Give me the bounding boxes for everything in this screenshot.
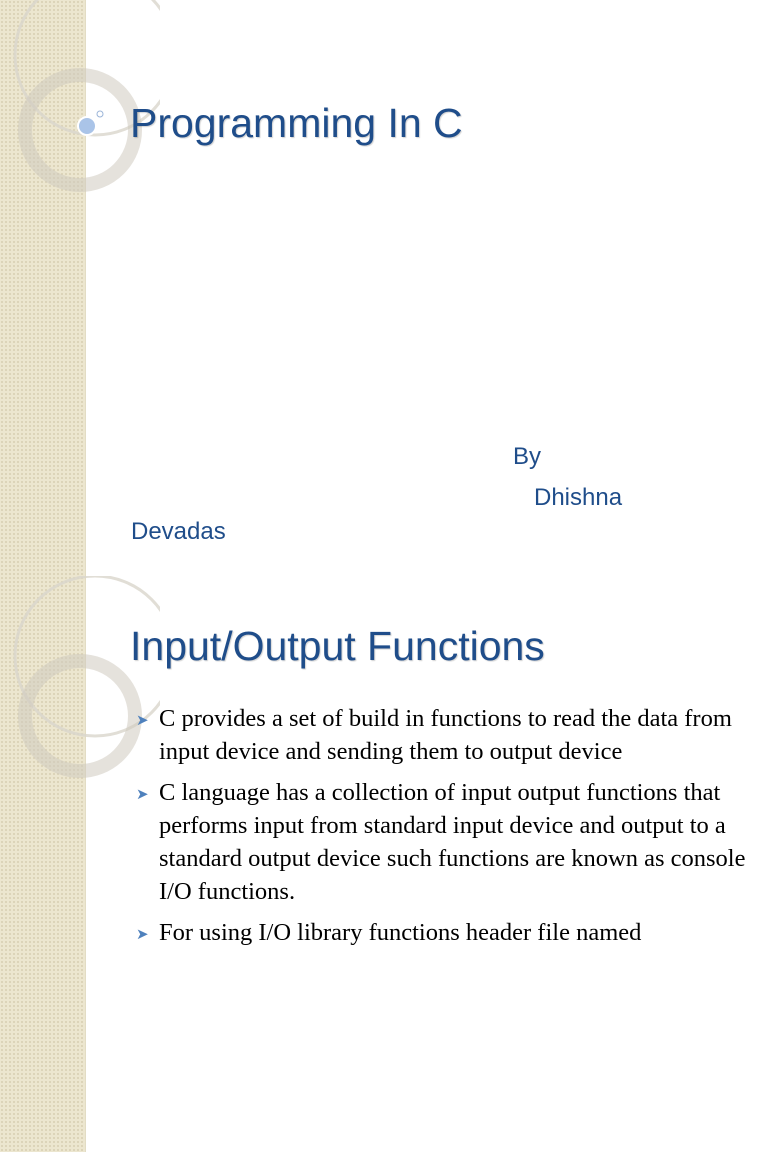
author-last-name: Devadas: [131, 518, 226, 545]
chevron-right-icon: ➤: [136, 785, 149, 803]
by-label: By: [513, 443, 542, 470]
bullet-item: [133, 916, 753, 949]
bullet-item: [133, 702, 753, 768]
slide-io-functions: [0, 576, 768, 1152]
author-first-name: Dhishna: [534, 484, 623, 511]
chevron-right-icon: ➤: [136, 925, 149, 943]
bullet-item: [133, 776, 753, 908]
slide-title-heading: Programming In C: [130, 100, 463, 146]
bullet-list: [133, 702, 753, 957]
bullet-text: C language has a collection of input output functions that performs input from standard input device and output to a standard output device such functions are known as console I/O functions.: [159, 779, 746, 905]
bullet-text: C provides a set of build in functions to read the data from input device and sending them to output device: [159, 705, 732, 765]
chevron-right-icon: ➤: [136, 711, 149, 729]
circle-dot-icon: [78, 117, 96, 135]
bullet-text: For using I/O library functions header file named: [159, 919, 642, 946]
slide-io-heading: Input/Output Functions: [130, 623, 545, 669]
